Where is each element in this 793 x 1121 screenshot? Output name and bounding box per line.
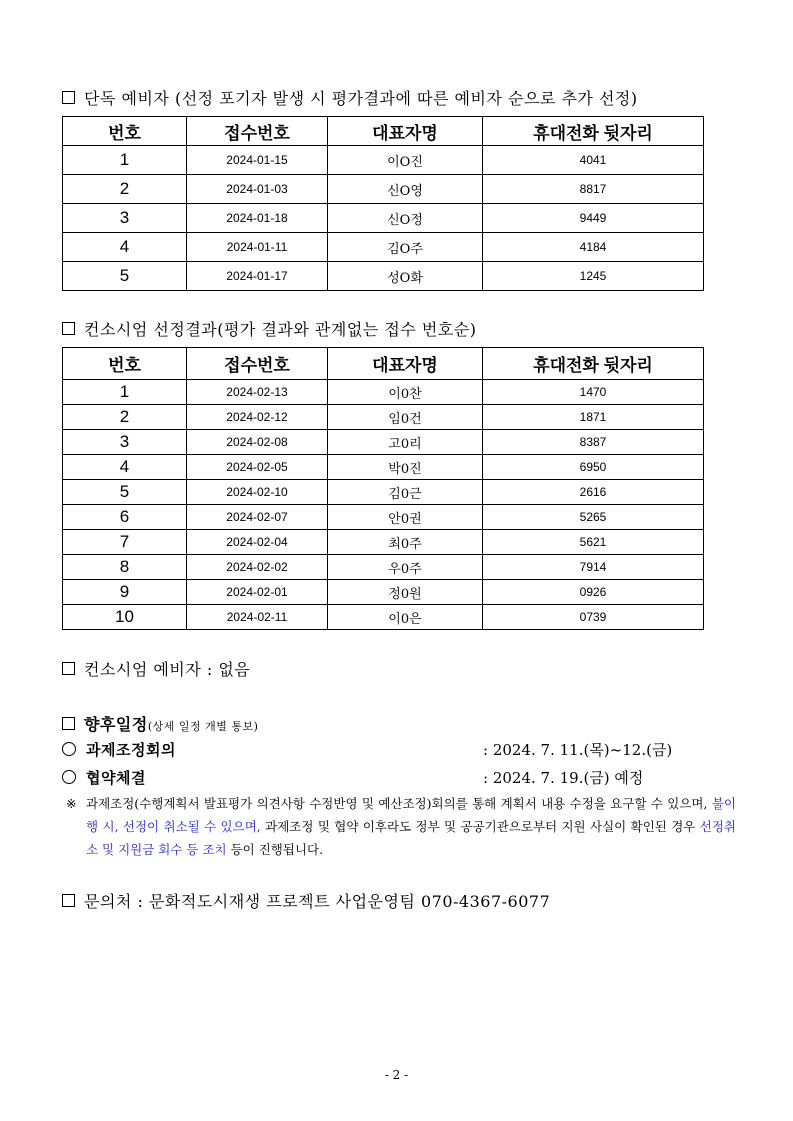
cell-representative: 최0주: [328, 530, 483, 555]
cell-phone-suffix: 9449: [483, 204, 704, 233]
cell-receipt-no: 2024-01-18: [187, 204, 328, 233]
section2-heading: 컨소시엄 선정결과(평가 결과와 관계없는 접수 번호순): [62, 317, 476, 340]
cell-representative: 안0권: [328, 505, 483, 530]
table-header-row: [63, 348, 704, 380]
cell-phone-suffix: 4184: [483, 233, 704, 262]
table-header-row: [63, 117, 704, 146]
header-receipt-no: 접수번호: [187, 117, 328, 146]
cell-phone-suffix: 5621: [483, 530, 704, 555]
cell-representative: 이0은: [328, 605, 483, 630]
schedule-item-agreement: 협약체결: [62, 767, 146, 788]
cell-representative: 임0건: [328, 405, 483, 430]
cell-phone-suffix: 8387: [483, 430, 704, 455]
cell-phone-suffix: 0739: [483, 605, 704, 630]
table-row: [63, 605, 704, 630]
cell-receipt-no: 2024-02-02: [187, 555, 328, 580]
cell-number: 4: [63, 233, 187, 262]
section1-heading: 단독 예비자 (선정 포기자 발생 시 평가결과에 따른 예비자 순으로 추가 선정): [62, 86, 638, 109]
cell-number: 6: [63, 505, 187, 530]
consortium-table: [62, 347, 704, 630]
circle-bullet-icon: [62, 770, 76, 784]
cell-phone-suffix: 7914: [483, 555, 704, 580]
cell-number: 3: [63, 430, 187, 455]
schedule-note: ※ 과제조정(수행계획서 발표평가 의견사항 수정반영 및 예산조정)회의를 통해 계획서 내용 수정을 요구할 수 있으며, 불이행 시, 선정이 취소될 수 있으며, 과제조정 및 협약 이후라도 정부 및 공공기관으로부터 지원 사실이 확인된 경우 선정취소 및 지원금 회수 등 조치 등이 진행됩니다.: [66, 792, 736, 861]
cell-representative: 이O진: [328, 146, 483, 175]
cell-number: 1: [63, 380, 187, 405]
table-row: [63, 530, 704, 555]
table-row: [63, 175, 704, 204]
warning-text-refund: 선정취소 및 지원금 회수 등 조치: [86, 819, 736, 857]
checkbox-square-icon: [62, 717, 75, 730]
header-receipt-no: 접수번호: [187, 348, 328, 380]
section3-heading: 컨소시엄 예비자 : 없음: [62, 657, 250, 680]
header-representative: 대표자명: [328, 348, 483, 380]
cell-number: 4: [63, 455, 187, 480]
cell-representative: 우0주: [328, 555, 483, 580]
schedule-date-adjustment: : 2024. 7. 11.(목)~12.(금): [483, 741, 673, 759]
cell-receipt-no: 2024-02-10: [187, 480, 328, 505]
section4-heading: 향후일정(상세 일정 개별 통보): [62, 712, 258, 735]
cell-representative: 신O정: [328, 204, 483, 233]
section5-contact: 문의처 : 문화적도시재생 프로젝트 사업운영팀 070-4367-6077: [62, 889, 550, 912]
checkbox-square-icon: [62, 91, 75, 104]
checkbox-square-icon: [62, 894, 75, 907]
cell-receipt-no: 2024-02-07: [187, 505, 328, 530]
schedule-date-agreement: : 2024. 7. 19.(금) 예정: [483, 769, 644, 787]
cell-number: 2: [63, 405, 187, 430]
table-row: [63, 455, 704, 480]
cell-number: 9: [63, 580, 187, 605]
cell-representative: 김O주: [328, 233, 483, 262]
cell-receipt-no: 2024-02-04: [187, 530, 328, 555]
cell-number: 8: [63, 555, 187, 580]
header-number: 번호: [63, 348, 187, 380]
table-row: [63, 380, 704, 405]
cell-phone-suffix: 2616: [483, 480, 704, 505]
cell-receipt-no: 2024-01-11: [187, 233, 328, 262]
table-row: [63, 555, 704, 580]
cell-representative: 정0원: [328, 580, 483, 605]
cell-representative: 성O화: [328, 262, 483, 291]
cell-phone-suffix: 0926: [483, 580, 704, 605]
cell-representative: 박0진: [328, 455, 483, 480]
table-row: [63, 505, 704, 530]
header-phone-suffix: 휴대전화 뒷자리: [483, 117, 704, 146]
table-row: [63, 262, 704, 291]
cell-receipt-no: 2024-02-12: [187, 405, 328, 430]
table-row: [63, 430, 704, 455]
schedule-item-adjustment: 과제조정회의: [62, 739, 176, 760]
reserve-table: [62, 116, 704, 291]
checkbox-square-icon: [62, 662, 75, 675]
cell-number: 3: [63, 204, 187, 233]
cell-receipt-no: 2024-02-13: [187, 380, 328, 405]
table-row: [63, 146, 704, 175]
cell-receipt-no: 2024-02-01: [187, 580, 328, 605]
warning-text-cancel: 불이행 시, 선정이 취소될 수 있으며,: [86, 796, 736, 834]
cell-phone-suffix: 1470: [483, 380, 704, 405]
cell-number: 5: [63, 262, 187, 291]
table-row: [63, 405, 704, 430]
header-number: 번호: [63, 117, 187, 146]
cell-phone-suffix: 5265: [483, 505, 704, 530]
cell-number: 2: [63, 175, 187, 204]
cell-representative: 고0리: [328, 430, 483, 455]
cell-receipt-no: 2024-01-17: [187, 262, 328, 291]
cell-receipt-no: 2024-01-03: [187, 175, 328, 204]
cell-phone-suffix: 4041: [483, 146, 704, 175]
cell-receipt-no: 2024-02-08: [187, 430, 328, 455]
cell-phone-suffix: 1871: [483, 405, 704, 430]
cell-number: 7: [63, 530, 187, 555]
cell-phone-suffix: 6950: [483, 455, 704, 480]
table-row: [63, 580, 704, 605]
cell-number: 5: [63, 480, 187, 505]
table-row: [63, 233, 704, 262]
cell-representative: 이0찬: [328, 380, 483, 405]
cell-receipt-no: 2024-02-11: [187, 605, 328, 630]
reference-mark-icon: ※: [66, 796, 77, 811]
table-row: [63, 204, 704, 233]
cell-representative: 김0근: [328, 480, 483, 505]
cell-phone-suffix: 1245: [483, 262, 704, 291]
table-row: [63, 480, 704, 505]
page-number: - 2 -: [384, 1068, 409, 1082]
cell-receipt-no: 2024-02-05: [187, 455, 328, 480]
cell-number: 1: [63, 146, 187, 175]
checkbox-square-icon: [62, 322, 75, 335]
cell-representative: 신O영: [328, 175, 483, 204]
cell-phone-suffix: 8817: [483, 175, 704, 204]
header-representative: 대표자명: [328, 117, 483, 146]
cell-number: 10: [63, 605, 187, 630]
circle-bullet-icon: [62, 742, 76, 756]
header-phone-suffix: 휴대전화 뒷자리: [483, 348, 704, 380]
cell-receipt-no: 2024-01-15: [187, 146, 328, 175]
